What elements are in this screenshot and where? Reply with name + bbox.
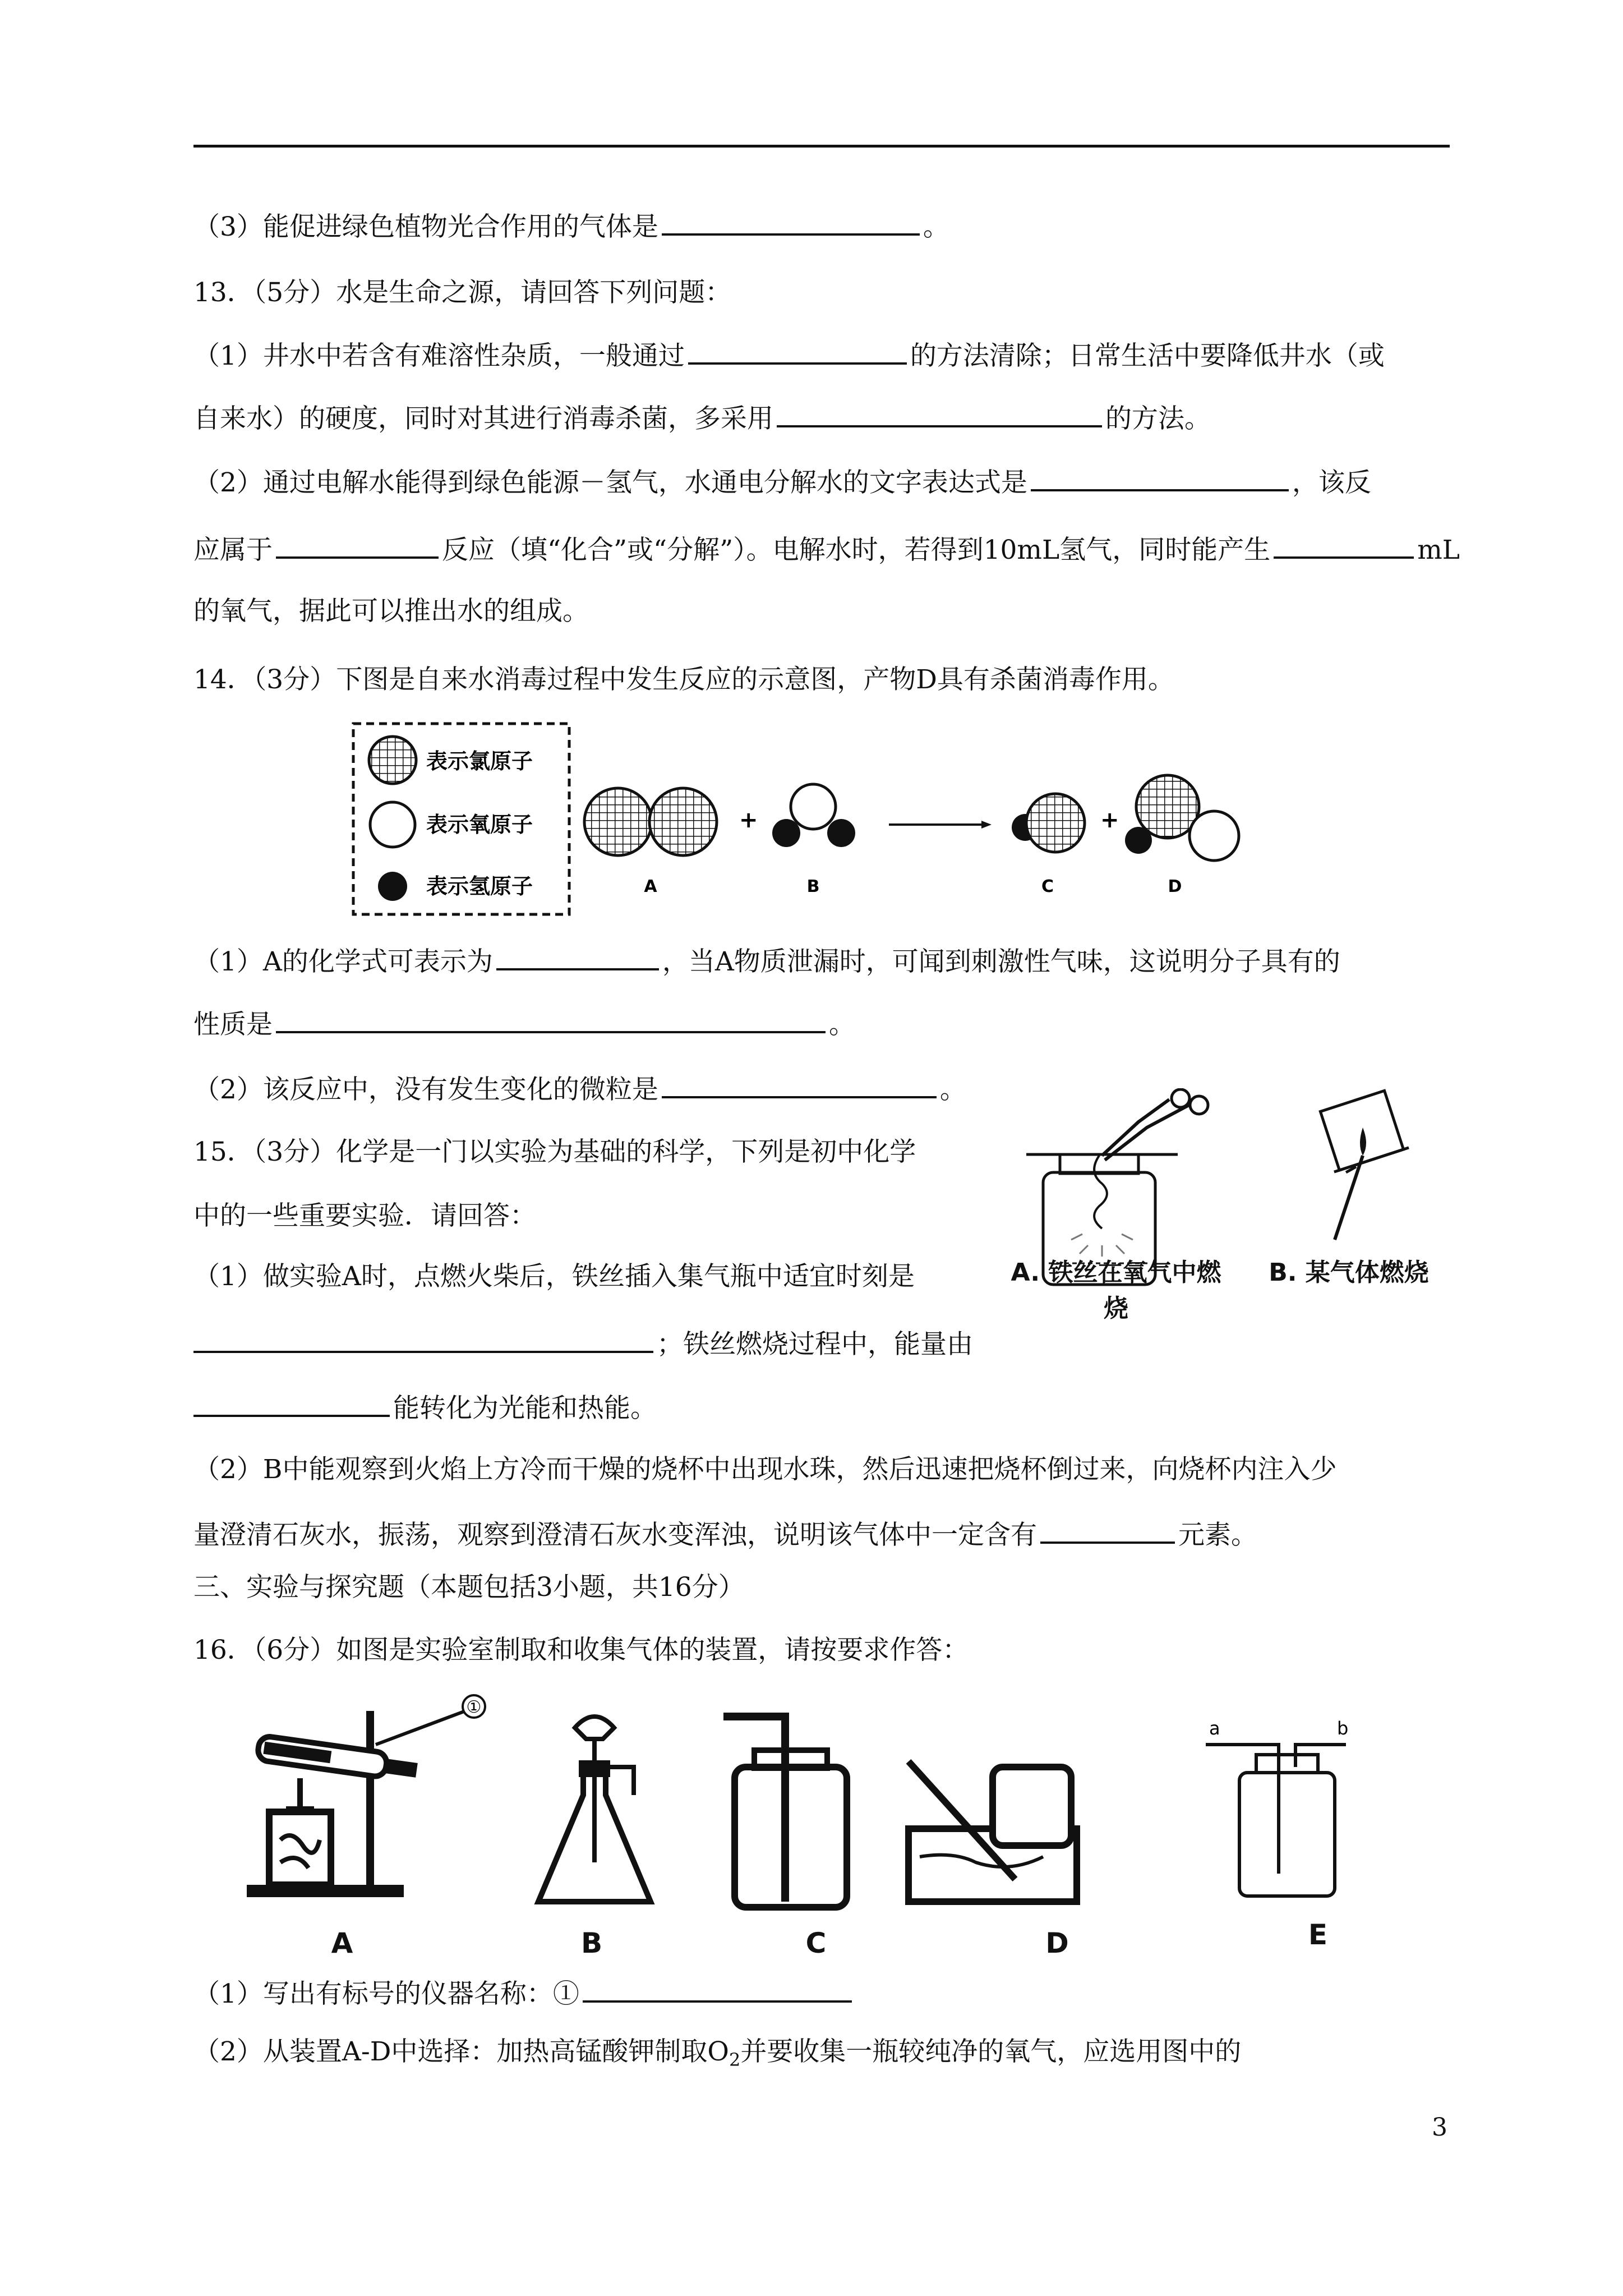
port-b-label: b [1337, 1718, 1349, 1739]
apparatus-label-d: D [1045, 1927, 1069, 1959]
text: 13．（5分）水是生命之源，请回答下列问题： [193, 277, 732, 308]
text: 15．（3分）化学是一门以实验为基础的科学，下列是初中化学 [193, 1137, 916, 1167]
text: （1）井水中若含有难溶性杂质，一般通过 [193, 341, 685, 371]
legend-chlorine-label: 表示氯原子 [426, 749, 533, 774]
text: 应属于 [193, 535, 273, 565]
label-b: B [806, 877, 820, 896]
apparatus-e [1206, 1718, 1348, 1896]
q16-title [193, 1634, 969, 1667]
text: 元素。 [1178, 1520, 1257, 1550]
apparatus-figure [247, 1694, 1453, 1930]
answer-blank[interactable] [276, 1005, 826, 1033]
text: （2）该反应中，没有发生变化的微粒是 [193, 1074, 658, 1105]
plus-sign: + [1100, 807, 1119, 833]
header-rule [193, 145, 1450, 148]
text: 三、实验与探究题（本题包括3小题，共16分） [193, 1572, 745, 1603]
marker-1: ① [466, 1697, 482, 1717]
section-3-heading [193, 1571, 745, 1604]
q15-intro [193, 1199, 536, 1233]
text: （1）做实验A时，点燃火柴后，铁丝插入集气瓶中适宜时刻是 [193, 1261, 915, 1292]
q15-part2-line2 [193, 1516, 1257, 1552]
text: 并要收集一瓶较纯净的氧气，应选用图中的 [740, 2036, 1242, 2067]
q13-part2-line1 [193, 463, 1371, 500]
q13-part2-line2 [193, 531, 1460, 567]
apparatus-a [247, 1695, 485, 1897]
text: ；铁丝燃烧过程中，能量由 [657, 1329, 973, 1360]
q15-part1-line3 [193, 1389, 657, 1425]
page-number: 3 [1432, 2113, 1447, 2142]
text: 。 [939, 1074, 966, 1105]
text: 的方法清除；日常生活中要降低井水（或 [910, 341, 1385, 371]
text: 。 [829, 1009, 855, 1040]
apparatus-b [538, 1717, 651, 1902]
apparatus-label-c: C [805, 1927, 827, 1959]
q15-part2-line1 [193, 1453, 1336, 1487]
hydrogen-atom-icon [378, 872, 407, 901]
q15-part1-line2 [193, 1325, 973, 1361]
oxygen-atom-icon [370, 802, 415, 847]
label-a: A [644, 877, 657, 896]
molecule-a [584, 788, 717, 855]
port-a-label: a [1209, 1718, 1220, 1739]
text: ，该反 [1292, 467, 1371, 498]
text: （1）A的化学式可表示为 [193, 946, 493, 977]
text: （2）通过电解水能得到绿色能源－氢气，水通电分解水的文字表达式是 [193, 467, 1027, 498]
answer-blank[interactable] [583, 1975, 852, 2003]
experiment-b-figure [1279, 1088, 1424, 1257]
experiment-a-caption: A. 铁丝在氧气中燃烧 [1011, 1258, 1221, 1323]
molecule-d [1125, 775, 1239, 861]
q15-part1-line1 [193, 1260, 915, 1294]
apparatus-label-e: E [1308, 1918, 1328, 1951]
plus-sign: + [739, 807, 758, 833]
text: 的氧气，据此可以推出水的组成。 [193, 596, 589, 627]
answer-blank[interactable] [1031, 463, 1289, 491]
legend-oxygen-label: 表示氧原子 [426, 812, 533, 837]
answer-blank[interactable] [496, 942, 659, 970]
text: 中的一些重要实验．请回答： [193, 1200, 536, 1231]
q12-part3 [193, 208, 949, 244]
apparatus-d [909, 1761, 1077, 1902]
q13-part1-line1 [193, 337, 1385, 373]
text: 性质是 [193, 1009, 273, 1040]
q16-part1 [193, 1975, 855, 2011]
legend-hydrogen-label: 表示氢原子 [426, 874, 533, 899]
reaction-diagram [348, 718, 1301, 926]
q14-part1-line2 [193, 1005, 855, 1042]
label-c: C [1041, 877, 1054, 896]
text: 能转化为光能和热能。 [393, 1393, 657, 1424]
apparatus-label-a: A [331, 1927, 353, 1959]
text: mL [1417, 535, 1460, 565]
answer-blank[interactable] [193, 1325, 653, 1353]
label-d: D [1168, 877, 1182, 896]
answer-blank[interactable] [276, 531, 439, 559]
answer-blank[interactable] [1274, 531, 1414, 559]
answer-blank[interactable] [662, 1070, 937, 1098]
answer-blank[interactable] [1040, 1516, 1175, 1544]
apparatus-c [723, 1717, 847, 1907]
text: （2）B中能观察到火焰上方冷而干燥的烧杯中出现水珠，然后迅速把烧杯倒过来，向烧杯内注入少 [193, 1454, 1337, 1485]
text: 。 [923, 211, 949, 242]
text: ，当A物质泄漏时，可闻到刺激性气味，这说明分子具有的 [662, 946, 1340, 977]
subscript: 2 [728, 2049, 741, 2070]
text: 16．（6分）如图是实验室制取和收集气体的装置，请按要求作答： [193, 1635, 969, 1665]
answer-blank[interactable] [662, 208, 920, 236]
chlorine-atom-icon [369, 737, 416, 784]
experiment-b-caption: B. 某气体燃烧 [1269, 1258, 1429, 1287]
text: （2）从装置A-D中选择：加热高锰酸钾制取O [193, 2036, 729, 2067]
text: 反应（填“化合”或“分解”）。电解水时，若得到10mL氢气，同时能产生 [442, 535, 1271, 565]
text: 量澄清石灰水，振荡，观察到澄清石灰水变浑浊，说明该气体中一定含有 [193, 1520, 1037, 1550]
molecule-c [1012, 794, 1085, 852]
q14-part1-line1 [193, 942, 1340, 979]
text: （3）能促进绿色植物光合作用的气体是 [193, 211, 658, 242]
arrow-head-icon [981, 821, 992, 829]
q13-part2-line3 [193, 595, 589, 628]
answer-blank[interactable] [688, 337, 907, 365]
q13-title [193, 276, 731, 310]
q16-part2 [193, 2035, 1241, 2077]
text: （1）写出有标号的仪器名称：① [193, 1978, 579, 2009]
text: 的方法。 [1105, 403, 1211, 434]
text: 自来水）的硬度，同时对其进行消毒杀菌，多采用 [193, 403, 773, 434]
q13-part1-line2 [193, 399, 1211, 436]
molecule-b [772, 784, 855, 847]
q15-title [193, 1135, 916, 1169]
apparatus-label-b: B [580, 1927, 603, 1959]
text: 14．（3分）下图是自来水消毒过程中发生反应的示意图，产物D具有杀菌消毒作用。 [193, 664, 1174, 695]
q14-part2 [193, 1070, 966, 1107]
answer-blank[interactable] [777, 399, 1102, 427]
answer-blank[interactable] [193, 1389, 390, 1417]
q14-title [193, 663, 1174, 697]
